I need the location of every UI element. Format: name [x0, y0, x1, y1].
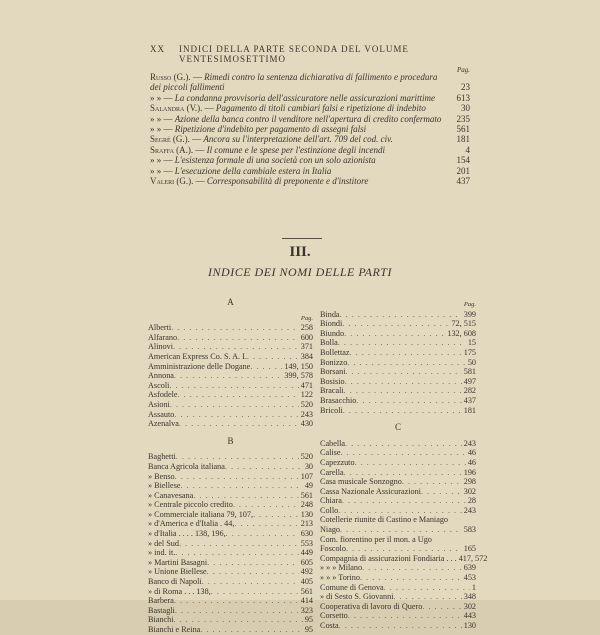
page-ref: 175	[463, 347, 476, 357]
index-row	[148, 606, 313, 616]
leader-dots	[176, 452, 299, 462]
index-row	[320, 367, 476, 377]
page-ref: 28	[467, 496, 476, 506]
index-row	[148, 362, 313, 372]
party-name: Banco di Napoli	[148, 577, 202, 587]
leader-dots	[360, 573, 462, 583]
index-row	[148, 500, 313, 510]
page-ref: 414	[300, 596, 313, 606]
leader-dots	[169, 381, 298, 391]
leader-dots	[345, 367, 461, 377]
leader-dots	[171, 323, 299, 333]
party-name: Baghetti	[148, 452, 176, 462]
leader-dots	[344, 468, 462, 478]
names-column-left	[148, 298, 313, 635]
index-row	[148, 587, 313, 597]
page-ref: 95	[304, 615, 313, 625]
page-ref: 399	[463, 309, 476, 319]
leader-dots	[356, 396, 461, 406]
party-name: Com. fiorentino per il mon. a Ugo	[320, 534, 432, 544]
index-row	[320, 525, 476, 535]
index-row	[148, 400, 313, 410]
index-row	[148, 323, 313, 333]
leader-dots	[178, 390, 299, 400]
page-ref: 122	[300, 390, 313, 400]
party-name: » Centrale piccolo credito	[148, 500, 233, 510]
page-ref: 605	[300, 557, 313, 567]
index-row	[148, 519, 313, 529]
party-name: Alfarano	[148, 332, 178, 342]
page-column-label: Pag.	[463, 301, 476, 308]
leader-dots	[233, 500, 299, 510]
page-ref: 181	[463, 405, 476, 415]
leader-dots	[421, 487, 462, 497]
leader-dots	[350, 348, 462, 358]
party-name: Annona	[148, 371, 174, 381]
page-ref: 49	[304, 481, 313, 491]
section-divider	[282, 238, 322, 239]
leader-dots	[344, 329, 445, 339]
names-column-right	[320, 300, 488, 631]
leader-dots	[179, 539, 299, 549]
party-name: Ascoli	[148, 380, 170, 390]
page-ref: 50	[467, 357, 476, 367]
leader-dots	[175, 606, 299, 616]
party-name: Cabella	[320, 438, 346, 448]
page-ref: 46	[467, 457, 476, 467]
party-name: Bianchi	[148, 615, 174, 625]
party-name: » Martini Basagni	[148, 557, 208, 567]
page-ref: 449	[300, 548, 313, 558]
leader-dots	[422, 602, 461, 612]
leader-dots	[355, 458, 466, 468]
page-ref: 471	[300, 380, 313, 390]
leader-dots	[340, 310, 462, 320]
page-ref: 561	[300, 586, 313, 596]
index-row	[320, 468, 476, 478]
index-row	[148, 615, 313, 625]
page-ref: 248	[300, 500, 313, 510]
page-ref: 520	[300, 452, 313, 462]
folio-number: XX	[150, 44, 165, 54]
party-name: Bonizzo	[320, 357, 348, 367]
party-name: Azenalva	[148, 419, 179, 429]
leader-dots	[174, 371, 282, 381]
author-entry: » » — Ripetizione d'indebito per pagamento di assegni falsi 561	[150, 124, 470, 135]
index-row	[320, 448, 476, 458]
party-name: Chiara	[320, 496, 342, 506]
index-row	[320, 406, 476, 416]
index-row	[320, 377, 476, 387]
section-title: INDICE DEI NOMI DELLE PARTI	[208, 265, 392, 279]
leader-dots	[348, 611, 462, 621]
index-row	[320, 338, 476, 348]
index-row	[148, 410, 313, 420]
page-ref: 15	[467, 338, 476, 348]
index-row	[148, 567, 313, 577]
page-ref: 443	[463, 611, 476, 621]
party-name: Cooperativa di lavoro di Quero	[320, 601, 423, 611]
index-row	[320, 310, 476, 320]
party-name: » ind. it.	[148, 548, 176, 558]
party-name: Cassa Nazionale Assicurazioni	[320, 486, 421, 496]
page-ref: 384	[300, 351, 313, 361]
index-row	[320, 319, 476, 329]
party-name: » » » Torino	[320, 573, 360, 583]
letter-heading-b: B	[227, 435, 234, 446]
page-ref: 165	[463, 544, 476, 554]
page-ref: 282	[463, 386, 476, 396]
page-ref: 639	[463, 563, 476, 573]
author-entry: » » — Azione della banca contro il venditore nell'apertura di credito confermato 235	[150, 113, 470, 124]
party-name: » di Sesto S. Giovanni	[320, 592, 394, 602]
page-column-label: Pag.	[300, 314, 313, 322]
leader-dots	[247, 352, 299, 362]
party-name: Bastagli	[148, 605, 175, 615]
index-row	[320, 611, 476, 621]
page-ref: 95	[304, 625, 313, 634]
page-ref: 132, 608	[447, 328, 476, 338]
leader-dots	[226, 529, 299, 539]
author-entry: » » — La condanna provvisoria dell'assicuratore nelle assicurazioni marittime 613	[150, 92, 470, 103]
leader-dots	[179, 419, 299, 429]
page-ref: 561	[300, 490, 313, 500]
page-ref: 453	[463, 573, 476, 583]
page-ref: 149, 150	[284, 361, 313, 371]
party-name: American Express Co. S. A. I.	[148, 351, 247, 361]
index-row	[320, 358, 476, 368]
page-ref: 430	[300, 419, 313, 429]
author-entry: Russo (G.). — Rimedi contro la sentenza dichiarativa di fallimento e procedura dei piccoli fallimenti 23	[150, 72, 470, 93]
party-name: Biundo	[320, 328, 345, 338]
leader-dots	[174, 410, 298, 420]
party-name: Alinovi	[148, 342, 174, 352]
party-name: Binda	[320, 309, 340, 319]
leader-dots	[207, 567, 299, 577]
leader-dots	[384, 583, 470, 593]
running-header	[150, 44, 470, 64]
author-entry: Valeri (G.). — Corresponsabilità di preponente e d'institore 437	[150, 176, 470, 187]
page-ref: 213	[300, 519, 313, 529]
letter-heading-c: C	[394, 422, 401, 433]
index-row	[320, 535, 476, 545]
party-name: Collo	[320, 505, 339, 515]
index-row	[148, 452, 313, 462]
leader-dots	[342, 319, 449, 329]
leader-dots	[170, 400, 299, 410]
index-row	[148, 558, 313, 568]
page-ref: 1	[471, 582, 476, 592]
index-row	[148, 333, 313, 343]
author-entry: Segré (G.). — Ancora su l'interpretazione dell'art. 709 del cod. civ. 181	[150, 134, 470, 145]
leader-dots	[393, 592, 461, 602]
index-row	[148, 491, 313, 501]
leader-dots	[193, 491, 298, 501]
page-ref: 130	[300, 509, 313, 519]
leader-dots	[200, 625, 303, 635]
party-name: » d'America e d'Italia . 44,	[148, 519, 235, 529]
leader-dots	[175, 548, 298, 558]
page-ref: 348	[463, 592, 476, 602]
index-group-a	[148, 323, 313, 429]
party-name: Corsetto	[320, 611, 348, 621]
leader-dots	[207, 558, 299, 568]
author-index-list	[150, 72, 470, 186]
index-row	[148, 419, 313, 429]
party-name: » » » Milano	[320, 563, 363, 573]
index-row	[320, 477, 476, 487]
leader-dots	[340, 448, 465, 458]
party-name: Amministrazione delle Dogane	[148, 361, 251, 371]
party-name: Bracali	[320, 386, 344, 396]
leader-dots	[250, 362, 282, 372]
index-row	[148, 548, 313, 558]
party-name: Calise	[320, 448, 341, 458]
leader-dots	[402, 477, 462, 487]
page-ref: 572	[475, 553, 488, 563]
index-row	[148, 472, 313, 482]
author-entry: Sraffa (A.). — Il comune e le spese per l'estinzione degli incendi 4	[150, 144, 470, 155]
party-name: » Canavesana	[148, 490, 194, 500]
index-row	[320, 592, 476, 602]
leader-dots	[345, 377, 462, 387]
party-name: Brasacchio	[320, 395, 357, 405]
index-row	[320, 496, 476, 506]
index-row	[320, 487, 476, 497]
index-group-b-continued	[320, 310, 476, 416]
party-name: Assauto	[148, 409, 175, 419]
index-row	[320, 583, 476, 593]
leader-dots	[338, 506, 462, 516]
party-name: Bolla	[320, 338, 338, 348]
page-ref: 302	[463, 601, 476, 611]
party-name: » Benso	[148, 471, 175, 481]
leader-dots	[346, 544, 462, 554]
index-row	[320, 458, 476, 468]
author-entry: » » — L'esecuzione della cambiale estera in Italia 201	[150, 165, 470, 176]
party-name: Capezzuto	[320, 457, 355, 467]
page-ref: 520	[300, 399, 313, 409]
index-row	[148, 481, 313, 491]
author-entry: » » — L'esistenza formale di una società con un solo azionista 154	[150, 155, 470, 166]
index-row	[320, 506, 476, 516]
page-ref: 243	[463, 438, 476, 448]
page-ref: 492	[300, 567, 313, 577]
page-ref: 46	[467, 448, 476, 458]
page-ref: 130	[463, 621, 476, 630]
index-row	[148, 529, 313, 539]
index-row	[320, 621, 476, 631]
leader-dots	[225, 462, 303, 472]
index-row	[148, 352, 313, 362]
leader-dots	[342, 496, 466, 506]
page-ref: 107	[300, 471, 313, 481]
index-row	[148, 390, 313, 400]
leader-dots	[202, 577, 299, 587]
party-name: Alberti	[148, 323, 172, 333]
page-ref: 497	[463, 376, 476, 386]
leader-dots	[347, 358, 466, 368]
page-ref: 302	[463, 486, 476, 496]
party-name: » Biellese	[148, 481, 181, 491]
leader-dots	[175, 472, 299, 482]
party-name: Compagnia di assicurazioni Fondiaria . . . 417,	[320, 553, 474, 563]
party-name: Cotellerie riunite di Castino e Maniago	[320, 515, 449, 525]
index-row	[320, 544, 476, 554]
leader-dots	[338, 338, 466, 348]
party-name: Casa musicale Sonzogno	[320, 477, 402, 487]
index-row	[320, 348, 476, 358]
section-number: III.	[289, 244, 311, 260]
party-name: » del Sud	[148, 538, 179, 548]
party-name: Bollettaz	[320, 347, 350, 357]
index-row	[148, 342, 313, 352]
party-name: » d'Italia . . . . 138, 196,	[148, 529, 226, 539]
index-row	[148, 539, 313, 549]
leader-dots	[173, 342, 299, 352]
index-group-b	[148, 452, 313, 634]
page-ref: 371	[300, 342, 313, 352]
leader-dots	[211, 587, 299, 597]
page-ref: 243	[300, 409, 313, 419]
leader-dots	[339, 621, 462, 631]
index-row	[320, 515, 476, 525]
party-name: Bianchi e Reina	[148, 625, 201, 634]
party-name: Bosisio	[320, 376, 345, 386]
party-name: Biondi	[320, 319, 343, 329]
index-row	[320, 439, 476, 449]
page-ref: 298	[463, 477, 476, 487]
index-row	[148, 625, 313, 635]
party-name: Costa	[320, 621, 339, 630]
page-ref: 600	[300, 332, 313, 342]
index-row	[320, 602, 476, 612]
page-ref: 258	[300, 323, 313, 333]
party-name: » Commerciale italiana 79, 107,	[148, 509, 254, 519]
page-ref: 72, 515	[451, 319, 476, 329]
leader-dots	[177, 333, 299, 343]
leader-dots	[234, 519, 298, 529]
author-entry: Salandra (V.). — Pagamento di titoli cambiari falsi e ripetizione di indebito 30	[150, 103, 470, 114]
party-name: » di Roma . . . 138,	[148, 586, 211, 596]
party-name: » Unione Biellese	[148, 567, 207, 577]
letter-heading-a: A	[227, 297, 234, 307]
index-row	[320, 563, 476, 573]
index-row	[320, 553, 488, 564]
party-name: Foscolo	[320, 544, 346, 554]
page-ref: 437	[463, 395, 476, 405]
index-group-c	[320, 438, 488, 631]
page-ref: 196	[463, 467, 476, 477]
page-ref: 583	[463, 525, 476, 535]
leader-dots	[343, 406, 462, 416]
page-ref: 581	[463, 367, 476, 377]
index-row	[320, 386, 476, 396]
party-name: Bricoli	[320, 405, 343, 415]
page-ref: 405	[300, 577, 313, 587]
party-name: Borsani	[320, 367, 346, 377]
leader-dots	[362, 563, 462, 573]
page-column-label: Pag.	[456, 66, 470, 74]
party-name: Barbera	[148, 596, 174, 606]
leader-dots	[173, 615, 302, 625]
leader-dots	[345, 439, 462, 449]
page-ref: 323	[300, 605, 313, 615]
index-row	[148, 371, 313, 381]
page-ref: 553	[300, 538, 313, 548]
party-name: Asfodele	[148, 390, 178, 400]
index-row	[148, 510, 313, 520]
index-row	[148, 462, 313, 472]
index-row	[320, 573, 476, 583]
leader-dots	[340, 525, 462, 535]
party-name: Carella	[320, 467, 344, 477]
page-ref: 399, 578	[284, 371, 313, 381]
index-row	[320, 329, 476, 339]
running-title: INDICI DELLA PARTE SECONDA DEL VOLUME VENTESIMOSETTIMO	[179, 44, 409, 64]
party-name: Banca Agricola italiana	[148, 461, 225, 471]
index-row	[148, 577, 313, 587]
page-ref: 243	[463, 505, 476, 515]
party-name: Comune di Genova	[320, 582, 384, 592]
party-name: Asioni	[148, 399, 170, 409]
index-row	[320, 396, 476, 406]
leader-dots	[344, 386, 462, 396]
index-row	[148, 381, 313, 391]
leader-dots	[181, 481, 303, 491]
page-ref: 30	[304, 461, 313, 471]
leader-dots	[253, 510, 299, 520]
party-name: Niago	[320, 525, 341, 535]
index-row	[148, 596, 313, 606]
leader-dots	[174, 596, 299, 606]
page-ref: 630	[300, 529, 313, 539]
